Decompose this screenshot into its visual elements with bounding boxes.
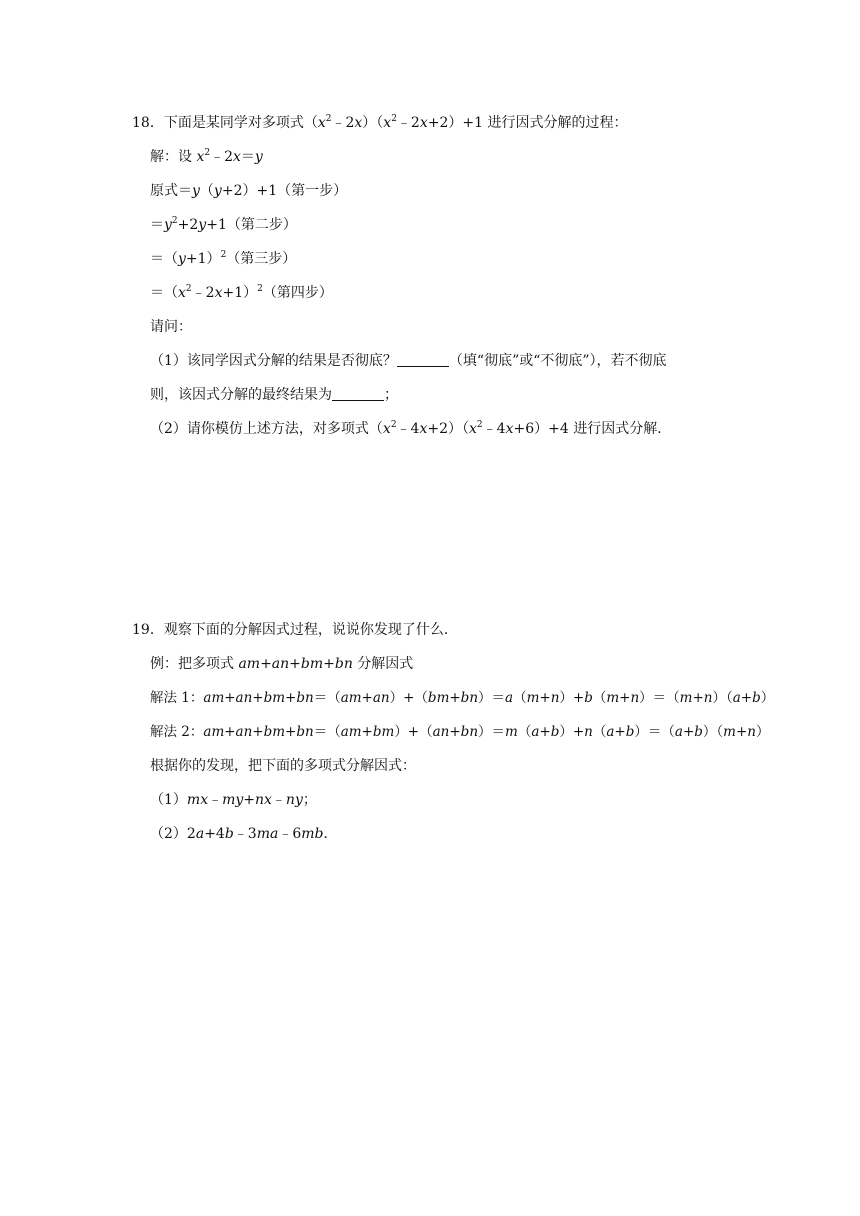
text: +2）（	[427, 421, 470, 437]
expression: m+n	[679, 690, 713, 706]
question-number: 19．	[132, 622, 164, 638]
q18-step2	[150, 215, 297, 235]
expression: m+n	[526, 690, 560, 706]
q18-step1	[150, 181, 347, 201]
expression: mb	[301, 826, 324, 842]
expression: bm+bn	[427, 690, 479, 706]
var: a	[505, 690, 514, 706]
expression: m+n	[606, 690, 640, 706]
var: x	[469, 421, 477, 437]
text: 下面是某同学对多项式（	[163, 115, 318, 131]
q19-method1	[150, 688, 774, 708]
text: ）（	[362, 115, 384, 131]
text: +1）	[185, 251, 221, 267]
var: y	[178, 251, 186, 267]
var: m	[505, 724, 518, 740]
var: x	[419, 115, 428, 131]
text: ）＝	[478, 724, 506, 740]
exponent: 2	[325, 114, 332, 124]
var: x	[178, 285, 186, 301]
text: ＝（	[313, 724, 341, 740]
exponent: 2	[257, 284, 263, 294]
expression: a+b	[606, 724, 635, 740]
var: x	[354, 115, 363, 131]
q19-example	[150, 654, 413, 674]
text: （第四步）	[262, 285, 333, 301]
text: ）	[755, 724, 770, 740]
text: 原式＝	[150, 183, 192, 199]
text: ＝（	[150, 285, 178, 301]
expression: am+an+bm+bn	[203, 690, 314, 706]
q19-method2	[150, 722, 769, 742]
text: （2）2	[150, 826, 196, 842]
text: ．	[323, 826, 338, 842]
text: ）＝	[478, 690, 506, 706]
text: ＝（	[150, 251, 178, 267]
q18-step4	[150, 283, 333, 303]
var: b	[584, 690, 593, 706]
text: ﹣2	[396, 115, 420, 131]
text: ）+（	[394, 724, 433, 740]
text: ＝	[150, 217, 164, 233]
text: ﹣4	[482, 421, 506, 437]
expression: mx	[186, 792, 209, 808]
q18-part1-cont	[150, 385, 398, 405]
text: +4	[204, 826, 225, 842]
answer-blank[interactable]	[397, 354, 449, 367]
var: y	[192, 183, 200, 199]
var: x	[214, 285, 223, 301]
text: ﹣6	[278, 826, 302, 842]
text: ；	[384, 387, 398, 403]
text: +2）+1（第一步）	[221, 183, 348, 199]
exponent: 2	[391, 114, 397, 124]
text: +2	[177, 217, 199, 233]
var: a	[195, 826, 205, 842]
q19-task	[150, 756, 416, 776]
text: （第三步）	[226, 251, 297, 267]
text: （1）该同学因式分解的结果是否彻底？	[150, 353, 397, 369]
q19-task1	[150, 790, 317, 810]
text: +1）	[222, 285, 258, 301]
var: x	[419, 421, 428, 437]
var: n	[584, 724, 593, 740]
exponent: 2	[171, 216, 178, 226]
text: ）＝（	[634, 724, 675, 740]
text: ﹣2	[331, 115, 355, 131]
var: x	[233, 149, 241, 165]
var: b	[224, 826, 234, 842]
text: ﹣2	[191, 285, 215, 301]
text: +1（第二步）	[206, 217, 297, 233]
var: y	[254, 149, 263, 165]
text: （	[199, 183, 214, 199]
text: ＝	[240, 149, 255, 165]
expression: am+an+bm+bn	[203, 724, 314, 740]
text: ）（	[702, 724, 724, 740]
exponent: 2	[185, 284, 192, 294]
var: x	[196, 149, 205, 165]
q18-intro	[132, 113, 628, 133]
text: （2）请你模仿上述方法，对多项式（	[150, 421, 383, 437]
text: +6）+4 进行因式分解．	[513, 421, 672, 437]
text: +2）+1 进行因式分解的过程：	[427, 115, 628, 131]
q19-task2	[150, 824, 338, 844]
text: 请问：	[150, 319, 192, 335]
text: ﹣	[208, 792, 223, 808]
expression: a+b	[732, 690, 761, 706]
text: （填“彻底”或“不彻底”），若不彻底	[448, 353, 667, 369]
exponent: 2	[220, 250, 227, 260]
text: （	[517, 724, 532, 740]
expression: a+b	[531, 724, 560, 740]
exponent: 2	[476, 420, 483, 430]
question-number: 18．	[132, 115, 164, 131]
expression: m+n	[723, 724, 756, 740]
q18-part1	[150, 351, 667, 371]
exponent: 2	[390, 420, 397, 430]
var: x	[317, 115, 326, 131]
var: y	[213, 183, 222, 199]
text: ；	[302, 792, 317, 808]
text: 则，该因式分解的最终结果为	[150, 387, 332, 403]
expression: my+nx	[222, 792, 272, 808]
var: y	[164, 217, 172, 233]
text: ﹣4	[396, 421, 420, 437]
text: （	[513, 690, 527, 706]
expression: am+an	[340, 690, 390, 706]
var: x	[505, 421, 514, 437]
text: ）+（	[389, 690, 428, 706]
text: 解法 2：	[150, 724, 204, 740]
q19-intro	[132, 620, 458, 640]
text: ＝（	[313, 690, 341, 706]
expression: am+bm	[340, 724, 395, 740]
var: x	[383, 115, 392, 131]
text: ）+	[559, 724, 585, 740]
text: （	[592, 690, 607, 706]
q18-ask	[150, 317, 192, 337]
text: 解法 1：	[150, 690, 204, 706]
q18-step3	[150, 249, 296, 269]
text: ）	[760, 690, 775, 706]
expression: an+bn	[432, 724, 479, 740]
text: 观察下面的分解因式过程，说说你发现了什么．	[163, 622, 458, 638]
text: 解：设	[150, 149, 197, 165]
text: ）（	[712, 690, 733, 706]
text: ﹣2	[210, 149, 234, 165]
text: 根据你的发现，把下面的多项式分解因式：	[150, 758, 416, 774]
text: 例：把多项式	[150, 656, 239, 672]
text: ﹣	[271, 792, 286, 808]
q18-solution-let	[150, 147, 263, 167]
text: （1）	[150, 792, 187, 808]
exponent: 2	[204, 148, 211, 158]
text: 分解因式	[352, 656, 414, 672]
var: y	[198, 217, 207, 233]
var: x	[382, 421, 391, 437]
expression: ny	[285, 792, 303, 808]
answer-blank[interactable]	[332, 388, 384, 401]
expression: am+an+bm+bn	[238, 656, 353, 672]
text: ）＝（	[639, 690, 680, 706]
text: ）+	[559, 690, 585, 706]
expression: a+b	[674, 724, 703, 740]
text: （	[592, 724, 607, 740]
q18-part2	[150, 419, 671, 439]
expression: ma	[256, 826, 279, 842]
text: ﹣3	[233, 826, 257, 842]
